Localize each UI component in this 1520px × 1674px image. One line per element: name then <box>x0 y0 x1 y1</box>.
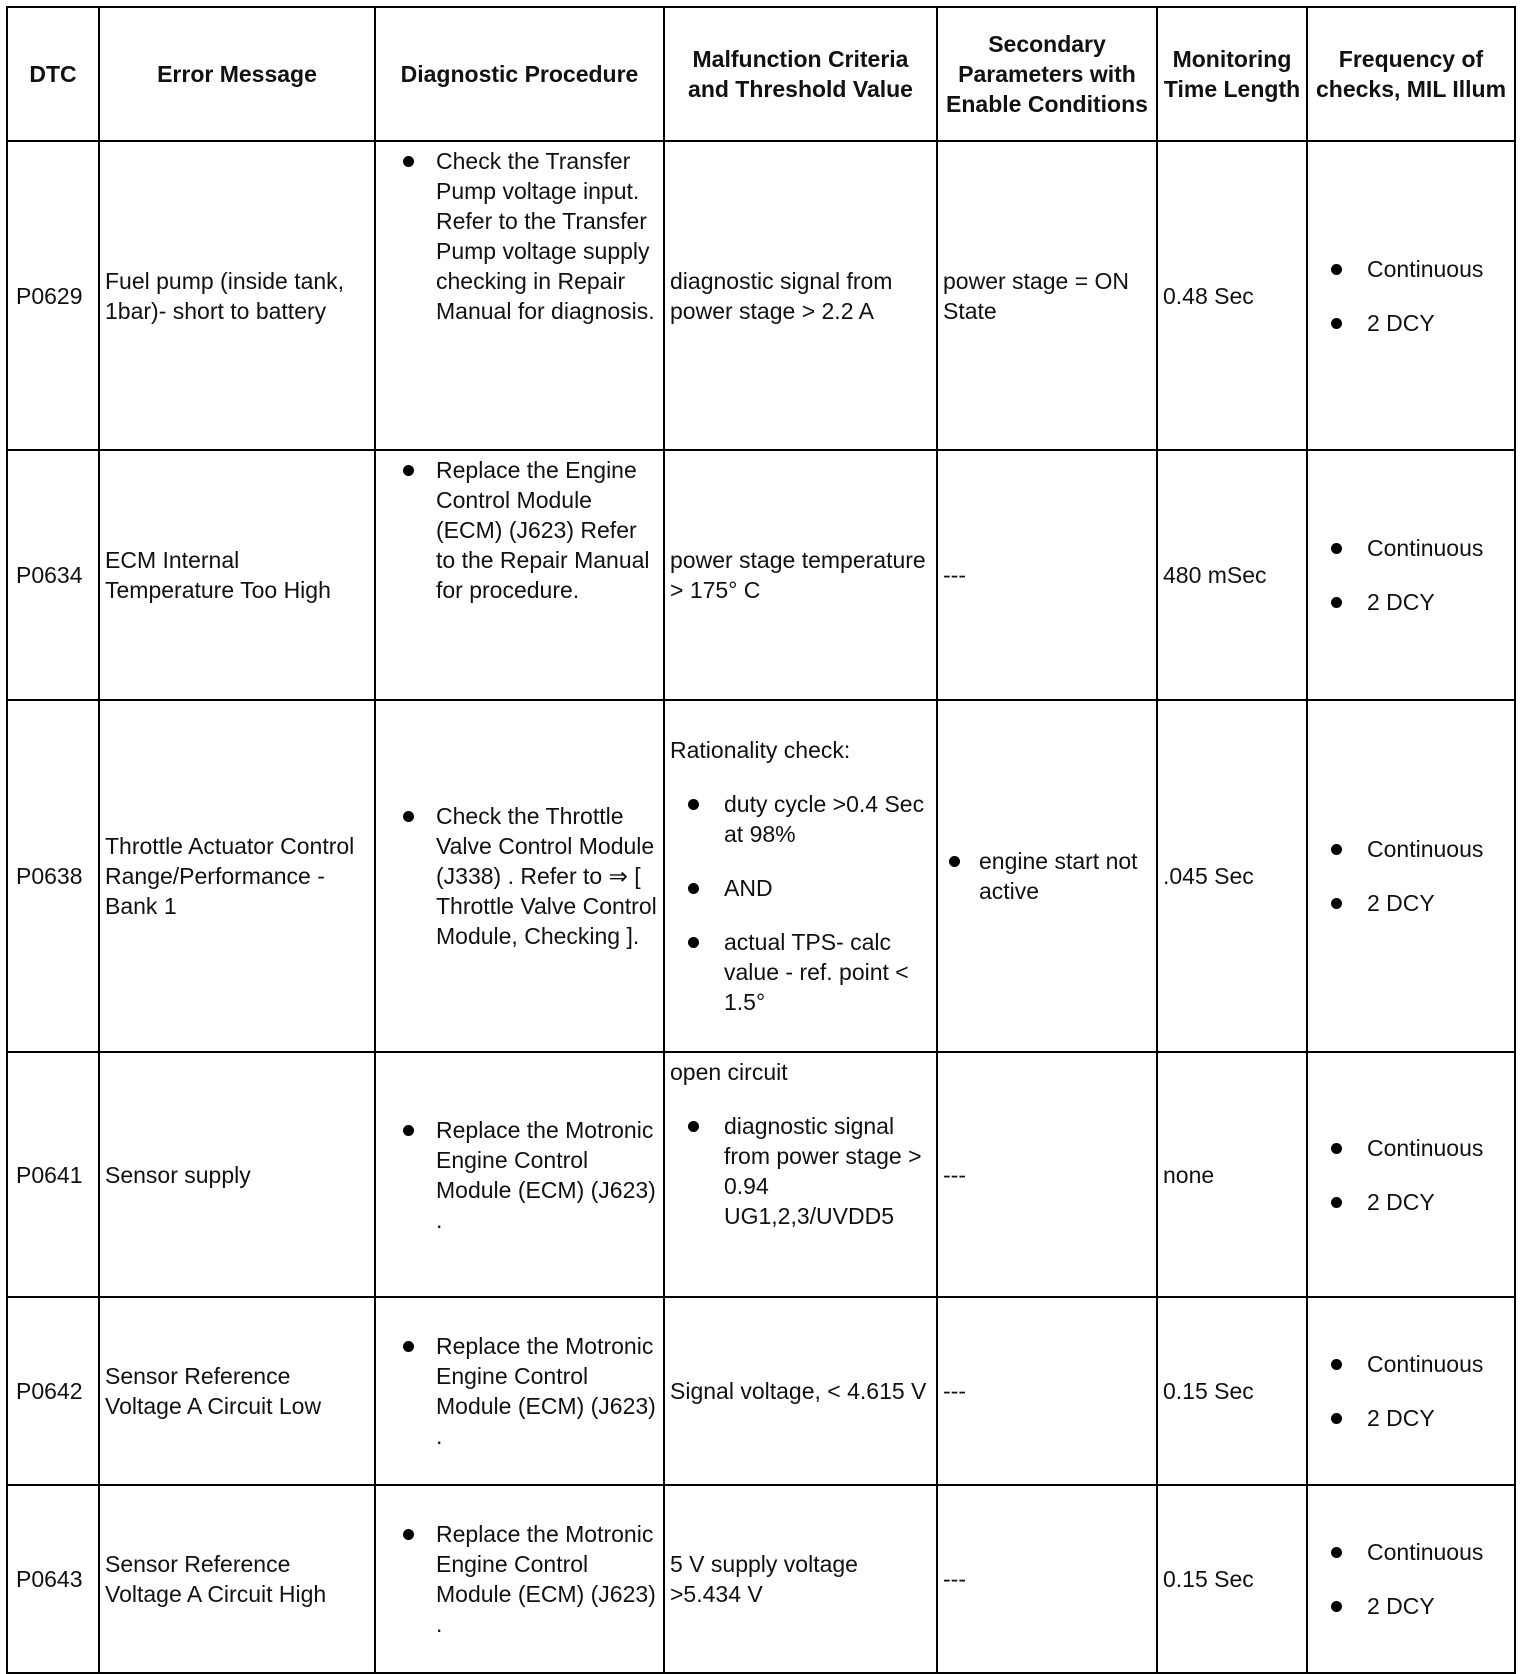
malfunction-criteria: 5 V supply voltage >5.434 V <box>664 1485 937 1673</box>
criteria-intro: open circuit <box>670 1059 788 1085</box>
monitoring-time: 0.15 Sec <box>1157 1485 1307 1673</box>
secondary-parameters <box>937 700 1157 1052</box>
header-malfunction-criteria: Malfunction Criteria and Threshold Value <box>664 7 937 141</box>
monitoring-time: none <box>1157 1052 1307 1297</box>
diagnostic-procedure <box>375 700 664 1052</box>
frequency <box>1307 1485 1515 1673</box>
frequency-item: Continuous <box>1313 533 1509 563</box>
frequency-item: 2 DCY <box>1313 888 1509 918</box>
table-row <box>7 1297 1515 1485</box>
diagnostic-procedure <box>375 141 664 450</box>
secondary-parameters: --- <box>937 1485 1157 1673</box>
procedure-item: Replace the Motronic Engine Control Module (ECM) (J623) . <box>381 1519 658 1639</box>
header-monitoring-time: Monitoring Time Length <box>1157 7 1307 141</box>
procedure-item: Replace the Motronic Engine Control Module (ECM) (J623) . <box>381 1331 658 1451</box>
error-message: ECM Internal Temperature Too High <box>99 450 375 700</box>
frequency-item: Continuous <box>1313 254 1509 284</box>
secondary-parameters: power stage = ON State <box>937 141 1157 450</box>
table-row <box>7 141 1515 450</box>
frequency-item: Continuous <box>1313 1349 1509 1379</box>
monitoring-time: 480 mSec <box>1157 450 1307 700</box>
secondary-parameters: --- <box>937 1052 1157 1297</box>
header-frequency: Frequency of checks, MIL Illum <box>1307 7 1515 141</box>
table-row <box>7 450 1515 700</box>
secondary-parameters: --- <box>937 450 1157 700</box>
dtc-code: P0638 <box>7 700 99 1052</box>
monitoring-time: .045 Sec <box>1157 700 1307 1052</box>
criteria-item: actual TPS- calc value - ref. point < 1.5° <box>670 927 931 1017</box>
header-error-message: Error Message <box>99 7 375 141</box>
header-dtc: DTC <box>7 7 99 141</box>
dtc-code: P0634 <box>7 450 99 700</box>
table-row <box>7 1052 1515 1297</box>
diagnostic-procedure <box>375 1485 664 1673</box>
monitoring-time: 0.15 Sec <box>1157 1297 1307 1485</box>
header-diagnostic-procedure: Diagnostic Procedure <box>375 7 664 141</box>
dtc-code: P0642 <box>7 1297 99 1485</box>
criteria-item: AND <box>670 873 931 903</box>
diagnostic-procedure <box>375 1297 664 1485</box>
procedure-item: Replace the Motronic Engine Control Module (ECM) (J623) . <box>381 1115 658 1235</box>
error-message: Throttle Actuator Control Range/Performance - Bank 1 <box>99 700 375 1052</box>
criteria-item: duty cycle >0.4 Sec at 98% <box>670 789 931 849</box>
monitoring-time: 0.48 Sec <box>1157 141 1307 450</box>
frequency-item: 2 DCY <box>1313 1591 1509 1621</box>
diagnostic-procedure <box>375 450 664 700</box>
frequency-item: Continuous <box>1313 834 1509 864</box>
frequency-item: 2 DCY <box>1313 1403 1509 1433</box>
malfunction-criteria <box>664 1052 937 1297</box>
procedure-item: Check the Throttle Valve Control Module (J338) . Refer to ⇒ [ Throttle Valve Control Module, Checking ]. <box>381 801 658 951</box>
frequency <box>1307 1297 1515 1485</box>
malfunction-criteria <box>664 700 937 1052</box>
header-row <box>7 7 1515 141</box>
frequency-item: 2 DCY <box>1313 1187 1509 1217</box>
dtc-table <box>6 6 1516 1674</box>
frequency-item: 2 DCY <box>1313 587 1509 617</box>
dtc-code: P0641 <box>7 1052 99 1297</box>
malfunction-criteria: diagnostic signal from power stage > 2.2 A <box>664 141 937 450</box>
secondary-item: engine start not active <box>943 846 1151 906</box>
dtc-code: P0643 <box>7 1485 99 1673</box>
diagnostic-procedure <box>375 1052 664 1297</box>
table-row <box>7 1485 1515 1673</box>
dtc-code: P0629 <box>7 141 99 450</box>
procedure-item: Check the Transfer Pump voltage input. Refer to the Transfer Pump voltage supply checking in Repair Manual for diagnosis. <box>381 146 658 326</box>
frequency <box>1307 1052 1515 1297</box>
error-message: Fuel pump (inside tank, 1bar)- short to battery <box>99 141 375 450</box>
frequency-item: 2 DCY <box>1313 308 1509 338</box>
criteria-intro: Rationality check: <box>670 737 851 763</box>
error-message: Sensor Reference Voltage A Circuit Low <box>99 1297 375 1485</box>
dtc-table-container <box>6 6 1516 1674</box>
frequency-item: Continuous <box>1313 1537 1509 1567</box>
table-row <box>7 700 1515 1052</box>
error-message: Sensor Reference Voltage A Circuit High <box>99 1485 375 1673</box>
procedure-item: Replace the Engine Control Module (ECM) (J623) Refer to the Repair Manual for procedure. <box>381 455 658 605</box>
criteria-item: diagnostic signal from power stage > 0.94 UG1,2,3/UVDD5 <box>670 1111 931 1231</box>
malfunction-criteria: Signal voltage, < 4.615 V <box>664 1297 937 1485</box>
frequency-item: Continuous <box>1313 1133 1509 1163</box>
frequency <box>1307 700 1515 1052</box>
frequency <box>1307 141 1515 450</box>
header-secondary-parameters: Secondary Parameters with Enable Conditions <box>937 7 1157 141</box>
malfunction-criteria: power stage temperature > 175° C <box>664 450 937 700</box>
error-message: Sensor supply <box>99 1052 375 1297</box>
frequency <box>1307 450 1515 700</box>
secondary-parameters: --- <box>937 1297 1157 1485</box>
